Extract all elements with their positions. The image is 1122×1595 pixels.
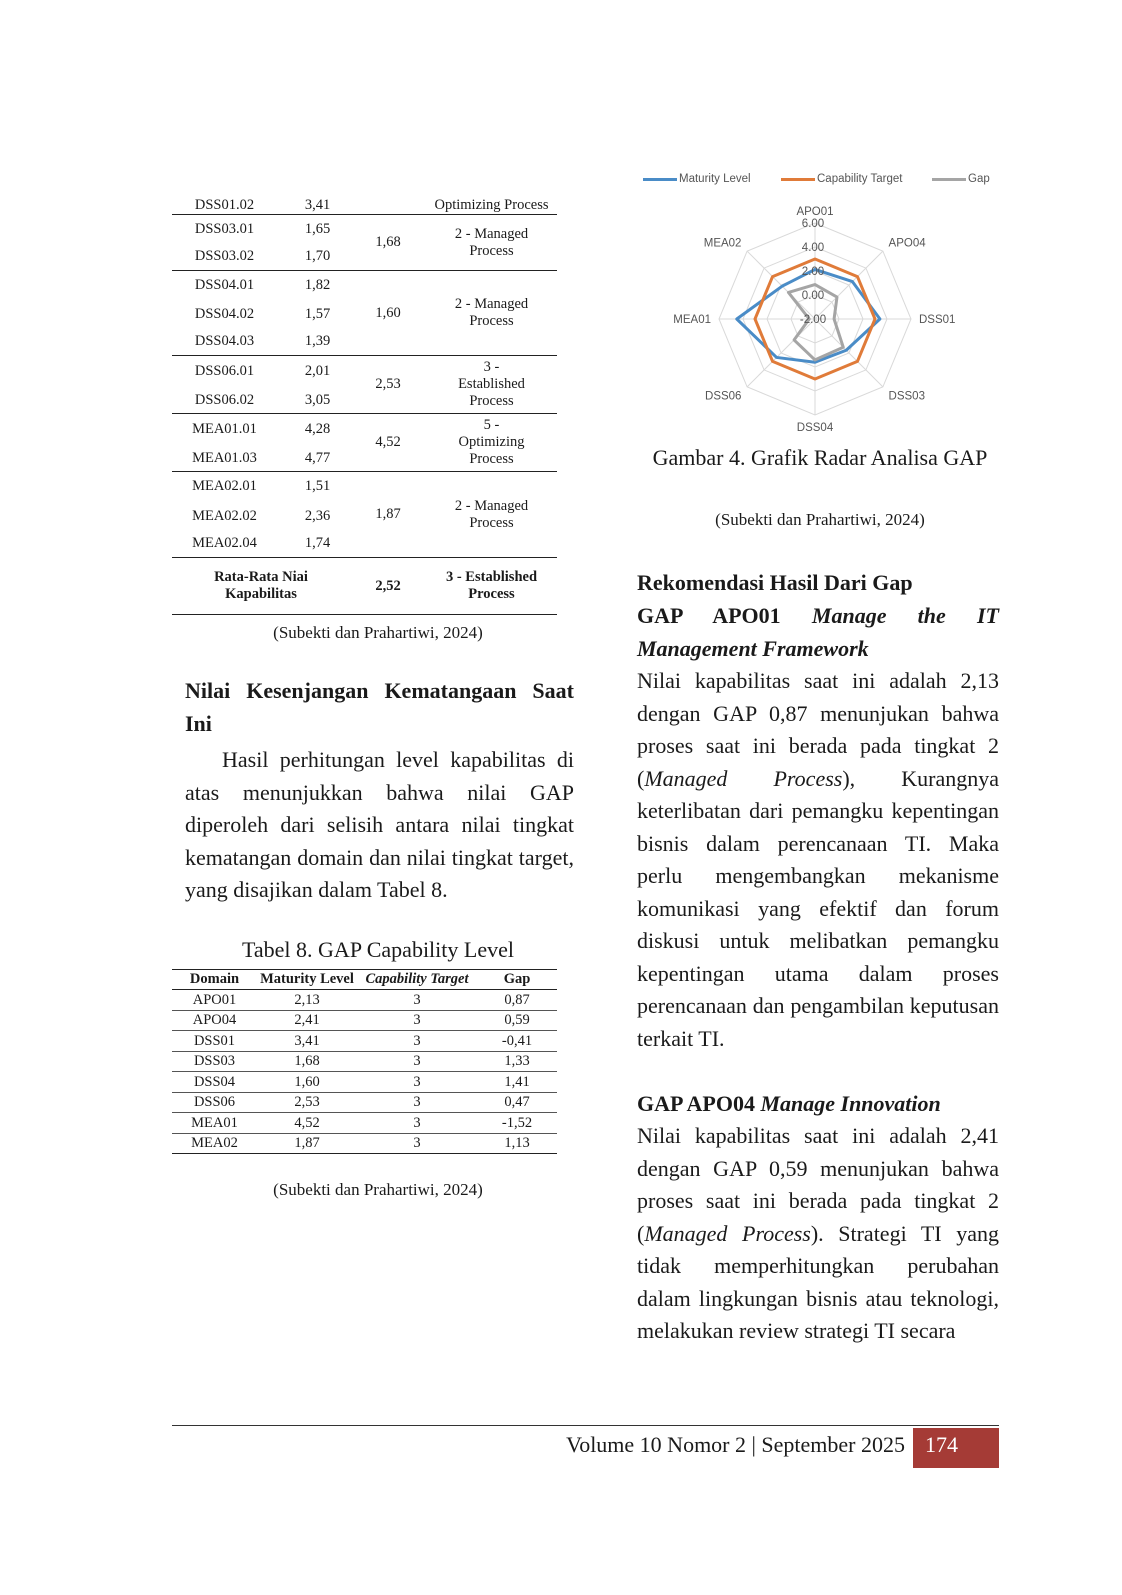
table-cell: 3 (357, 1072, 477, 1093)
axis-label: DSS03 (888, 390, 925, 403)
legend-swatch (932, 178, 966, 181)
table-cell: 3 (357, 1113, 477, 1134)
table-cell: DSS01 (172, 1031, 257, 1052)
section-heading: Nilai Kesenjangan Kematangaan Saat Ini (185, 678, 574, 736)
table8-source: (Subekti dan Prahartiwi, 2024) (273, 1180, 483, 1199)
table-cell: 2,41 (257, 1010, 357, 1031)
tick-label: 2.00 (801, 266, 825, 278)
page-number: 174 (925, 1432, 958, 1457)
figure-caption: Gambar 4. Grafik Radar Analisa GAP (652, 445, 988, 470)
apo01-text: Nilai kapabilitas saat ini adalah 2,13 dengan GAP 0,87 menunjukan bahwa proses saat ini berada pada tingkat 2 ( (637, 668, 999, 791)
table-cell-value: 2,36 (304, 507, 331, 524)
apo04-text: Nilai kapabilitas saat ini adalah 2,41 dengan GAP 0,59 menunjukan bahwa proses saat ini berada pada tingkat 2 ( (637, 1123, 999, 1246)
axis-label: MEA02 (703, 237, 742, 250)
apo01-title: Manage the IT Management Framework (637, 603, 999, 661)
table-cell-code: MEA02.01 (192, 478, 257, 495)
apo04-italic: Managed Process (644, 1220, 811, 1246)
table-cell: MEA01 (172, 1113, 257, 1134)
apo01-text-cont: ), Kurangnya keterlibatan dari pemangku kepentingan bisnis dalam perencanaan TI. Maka perlu mengembangkan mekanisme komunikasi yang efektif dan forum diskusi untuk melibatkan pemangku kepentingan utama dalam proses perencanaan dan pengambilan keputusan terkait TI. (637, 765, 999, 1051)
table-cell: 1,13 (477, 1133, 557, 1154)
table-cell: DSS04 (172, 1072, 257, 1093)
table-cell: 3,41 (257, 1031, 357, 1052)
axis-label: APO01 (796, 206, 834, 218)
table-footer-avg: 2,52 (350, 558, 426, 615)
table-cell: 0,59 (477, 1010, 557, 1031)
legend-swatch (781, 178, 815, 181)
footer-rule (172, 1425, 999, 1426)
table-cell-value: 1,51 (304, 478, 331, 495)
table-cell-avg: 1,68 (350, 215, 426, 271)
chart-legend (643, 173, 1003, 191)
axis-label: DSS06 (705, 390, 742, 403)
apo04-text-cont: ). Strategi TI yang tidak memperhitungkan perubahan dalam lingkungan bisnis atau teknologi, melakukan review strategi TI secara (637, 1220, 999, 1343)
table-cell: 1,87 (257, 1133, 357, 1154)
table-row (172, 1133, 557, 1154)
table7-source: (Subekti dan Prahartiwi, 2024) (273, 623, 483, 642)
table-cell-value: 1,57 (304, 305, 331, 322)
table-cell-avg (350, 174, 426, 215)
table-cell: 1,60 (257, 1072, 357, 1093)
apo04-prefix: GAP APO04 (637, 1091, 761, 1116)
table-cell: 1,33 (477, 1051, 557, 1072)
apo04-paragraph (637, 1120, 999, 1348)
table-row (172, 1072, 557, 1093)
recommendation-heading: Rekomendasi Hasil Dari Gap (637, 570, 913, 595)
table-cell: APO04 (172, 1010, 257, 1031)
table-cell-code: MEA01.03 (172, 446, 277, 472)
journal-volume: Volume 10 Nomor 2 | September 2025 (566, 1432, 905, 1457)
table-cell-value: 1,82 (304, 276, 331, 293)
table-header-maturity: Maturity Level (257, 970, 357, 990)
table-cell-code: MEA02.04 (192, 535, 257, 552)
legend-item-maturity (643, 173, 751, 185)
table-cell: MEA02 (172, 1133, 257, 1154)
table-cell-code: DSS03.02 (172, 244, 277, 271)
table-cell-value: 1,74 (304, 535, 331, 552)
legend-label: Maturity Level (679, 173, 751, 185)
table-cell: 1,41 (477, 1072, 557, 1093)
tick-label: -2.00 (799, 314, 827, 326)
legend-item-target (781, 173, 902, 185)
table-cell-code: DSS04.02 (194, 305, 255, 322)
legend-label: Gap (968, 173, 990, 185)
table-cell: 2,13 (257, 990, 357, 1011)
table-cell: DSS03 (172, 1051, 257, 1072)
table-cell-avg: 4,52 (350, 414, 426, 472)
table8-title: Tabel 8. GAP Capability Level (242, 937, 514, 962)
legend-swatch (643, 178, 677, 181)
apo01-heading (637, 599, 999, 665)
table-cell-value: 3,41 (277, 174, 350, 215)
apo04-heading (637, 1087, 999, 1120)
tick-label: 4.00 (801, 242, 825, 254)
tick-label: 0.00 (801, 290, 825, 302)
table-cell: DSS06 (172, 1092, 257, 1113)
table-cell-code: DSS03.01 (194, 220, 255, 237)
table-cell-value: 4,28 (304, 421, 331, 438)
figure-source: (Subekti dan Prahartiwi, 2024) (715, 510, 925, 529)
legend-label: Capability Target (817, 173, 903, 185)
table-cell: 2,53 (257, 1092, 357, 1113)
axis-label: DSS01 (919, 314, 956, 326)
table-cell: APO01 (172, 990, 257, 1011)
table-cell: 3 (357, 1092, 477, 1113)
table-cell: -0,41 (477, 1031, 557, 1052)
table-header-gap: Gap (477, 970, 557, 990)
left-section (185, 674, 574, 907)
table-cell-code: MEA02.02 (192, 507, 257, 524)
table-cell: 0,47 (477, 1092, 557, 1113)
table-cell-code: DSS01.02 (172, 174, 277, 215)
table-cell-code: DSS04.03 (172, 329, 277, 356)
axis-label: MEA01 (673, 314, 711, 326)
table-cell-level: 2 - Managed Process (454, 497, 529, 531)
table-cell-value: 1,70 (277, 244, 350, 271)
table-cell-value: 4,77 (277, 446, 350, 472)
table-header-domain: Domain (172, 970, 257, 990)
table-cell-code: MEA01.01 (192, 421, 257, 438)
apo01-italic: Managed Process (644, 765, 843, 791)
table-cell: -1,52 (477, 1113, 557, 1134)
table-cell-value: 1,39 (277, 329, 350, 356)
table-cell-level: 2 - Managed Process (426, 215, 557, 271)
table-cell: 0,87 (477, 990, 557, 1011)
axis-label: DSS04 (796, 422, 834, 434)
table-cell-level: 2 - Managed Process (426, 271, 557, 356)
section-paragraph: Hasil perhitungan level kapabilitas di atas menunjukkan bahwa nilai GAP diperoleh dari selisih antara nilai tingkat kematangan domain dan nilai tingkat target, yang disajikan dalam Tabel 8. (185, 747, 574, 902)
recommendation-section (637, 566, 999, 1348)
capability-table-continued (172, 174, 557, 615)
table-row (172, 1051, 557, 1072)
apo01-prefix: GAP APO01 (637, 603, 812, 628)
table-header-target: Capability Target (357, 970, 477, 990)
table-cell-avg: 1,87 (375, 506, 401, 522)
tick-label: 6.00 (801, 218, 825, 230)
table-cell-level: 3 - Established Process (426, 356, 557, 414)
table-row (172, 990, 557, 1011)
axis-label: APO04 (888, 237, 926, 250)
table-cell-value: 3,05 (277, 388, 350, 414)
table-cell-code: DSS06.02 (172, 388, 277, 414)
table-cell-level: Optimizing Process (426, 174, 557, 215)
table-cell-code: DSS04.01 (194, 276, 255, 293)
legend-item-gap (932, 173, 990, 185)
table-cell: 3 (357, 1051, 477, 1072)
table-footer-level: 3 - Established Process (426, 558, 557, 615)
table-cell: 3 (357, 1010, 477, 1031)
gap-capability-table (172, 969, 557, 1154)
table-row (172, 1031, 557, 1052)
table-cell-value: 2,01 (304, 363, 331, 380)
table-cell-value: 1,65 (304, 220, 331, 237)
apo01-paragraph (637, 665, 999, 1055)
table-cell: 3 (357, 1031, 477, 1052)
table-row (172, 1010, 557, 1031)
radar-chart (655, 195, 985, 440)
table-row (172, 1113, 557, 1134)
table-cell: 4,52 (257, 1113, 357, 1134)
table-cell-avg: 1,60 (350, 271, 426, 356)
table-cell: 1,68 (257, 1051, 357, 1072)
table-row (172, 1092, 557, 1113)
table-cell-avg: 2,53 (350, 356, 426, 414)
table-cell: 3 (357, 1133, 477, 1154)
apo04-title: Manage Innovation (760, 1091, 941, 1116)
table-footer-label: Rata-Rata Niai Kapabilitas (172, 558, 350, 615)
table-cell-code: DSS06.01 (194, 363, 255, 380)
table-cell: 3 (357, 990, 477, 1011)
table-cell-level: 5 - Optimizing Process (426, 414, 557, 472)
